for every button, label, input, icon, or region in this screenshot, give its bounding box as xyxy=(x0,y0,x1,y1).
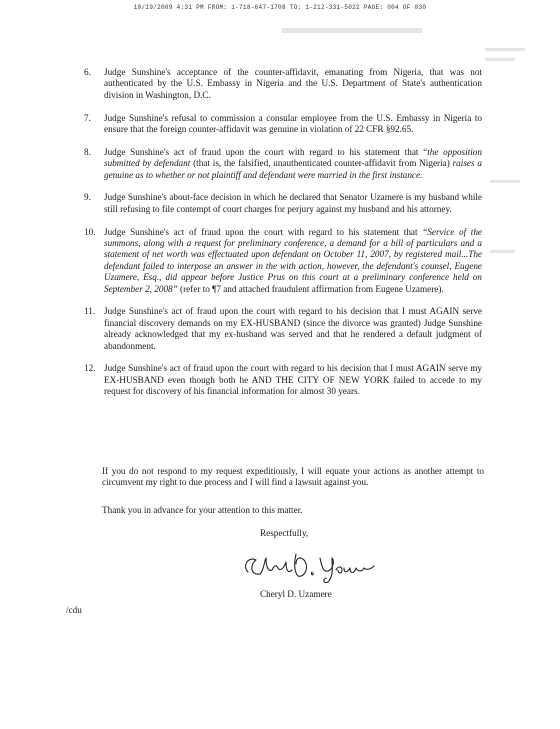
item-text-quote: raises a genuine as to whether or not plaintiff and defendant were married in the first instance. xyxy=(104,158,482,180)
item-text: Judge Sunshine's acceptance of the counter-affidavit, emanating from Nigeria, that was not authenticated by the U.S. Embassy in Nigeria and the U.S. Department of State's authentication division in Washington, D.C. xyxy=(104,67,482,100)
fax-header: 10/19/2009 4:31 PM FROM: 1-718-647-1708 TO: 1-212-331-5022 PAGE: 004 OF 030 xyxy=(133,4,427,11)
item-text-plain: Judge Sunshine's act of fraud upon the court with regard to his statement that xyxy=(104,226,423,237)
list-item xyxy=(84,306,482,352)
item-text xyxy=(104,147,482,181)
item-text xyxy=(104,227,482,295)
list-item xyxy=(84,363,482,397)
list-item xyxy=(84,147,482,181)
respectfully-line: Respectfully, xyxy=(260,528,309,538)
bleed-through-mark xyxy=(282,28,422,33)
item-number: 11. xyxy=(84,306,96,317)
item-number: 9. xyxy=(84,192,91,203)
numbered-list xyxy=(84,67,482,409)
item-text-plain: Judge Sunshine's act of fraud upon the court with regard to his statement that “ xyxy=(104,146,428,157)
item-number: 7. xyxy=(84,112,91,123)
item-text-plain: (that is, the falsified, unauthenticated counter-affidavit from Nigeria) xyxy=(190,158,453,169)
handwritten-signature xyxy=(240,548,380,588)
list-item xyxy=(84,227,482,295)
list-item xyxy=(84,67,482,101)
thanks-line: Thank you in advance for your attention to this matter. xyxy=(102,505,303,515)
item-text-plain: (refer to ¶7 and attached fraudulent affirmation from Eugene Uzamere). xyxy=(177,283,444,294)
list-item xyxy=(84,192,482,215)
closing-text: If you do not respond to my request expeditiously, I will equate your actions as another attempt to circumvent my right to due process and I will find a lawsuit against you. xyxy=(102,466,484,488)
item-number: 6. xyxy=(84,67,91,77)
bleed-through-mark xyxy=(485,48,525,51)
typist-initials: /cdu xyxy=(66,605,82,615)
item-text: Judge Sunshine's about-face decision in which he declared that Senator Uzamere is my husband while still refusing to file contempt of court charges for perjury against my husband and his attorney. xyxy=(104,192,482,214)
item-text: Judge Sunshine's act of fraud upon the court with regard to his decision that I must AGAIN serve my EX-HUSBAND even though both he AND THE CITY OF NEW YORK failed to accede to my request for discovery of his financial information for almost 30 years. xyxy=(104,363,482,397)
bleed-through-mark xyxy=(490,250,515,253)
signer-name: Cheryl D. Uzamere xyxy=(260,589,332,599)
item-text: Judge Sunshine's act of fraud upon the court with regard to his decision that I must AGAIN serve financial discovery demands on my EX-HUSBAND (since the divorce was granted) Judge Sunshine already acknowledged that my ex-husband was served and that he rendered a default judgment of abandonment. xyxy=(104,306,482,351)
bleed-through-mark xyxy=(490,180,520,183)
item-text-quote: the opposition submitted by defendant xyxy=(104,146,482,169)
list-item xyxy=(84,113,482,136)
item-number: 10. xyxy=(84,226,96,237)
item-number: 8. xyxy=(84,146,91,157)
bleed-through-mark xyxy=(485,58,515,61)
closing-paragraph xyxy=(102,466,484,500)
item-text: Judge Sunshine's refusal to commission a consular employee from the U.S. Embassy in Nigeria to ensure that the foreign counter-affidavit was genuine in violation of 22 CFR §92.65. xyxy=(104,112,482,135)
item-number: 12. xyxy=(84,363,96,374)
item-text-quote: “Service of the summons, along with a request for preliminary conference, a demand for a bill of particulars and a statement of net worth was effectuated upon defendant on October 11, 2007, by registered mail...The defendant failed to interpose an answer in the with action, however, the defendant's counsel, Eugene Uzamere, Esq., did appear before Justice Prus on this court at a preliminary conference held on September 2, 2008” xyxy=(104,226,482,294)
